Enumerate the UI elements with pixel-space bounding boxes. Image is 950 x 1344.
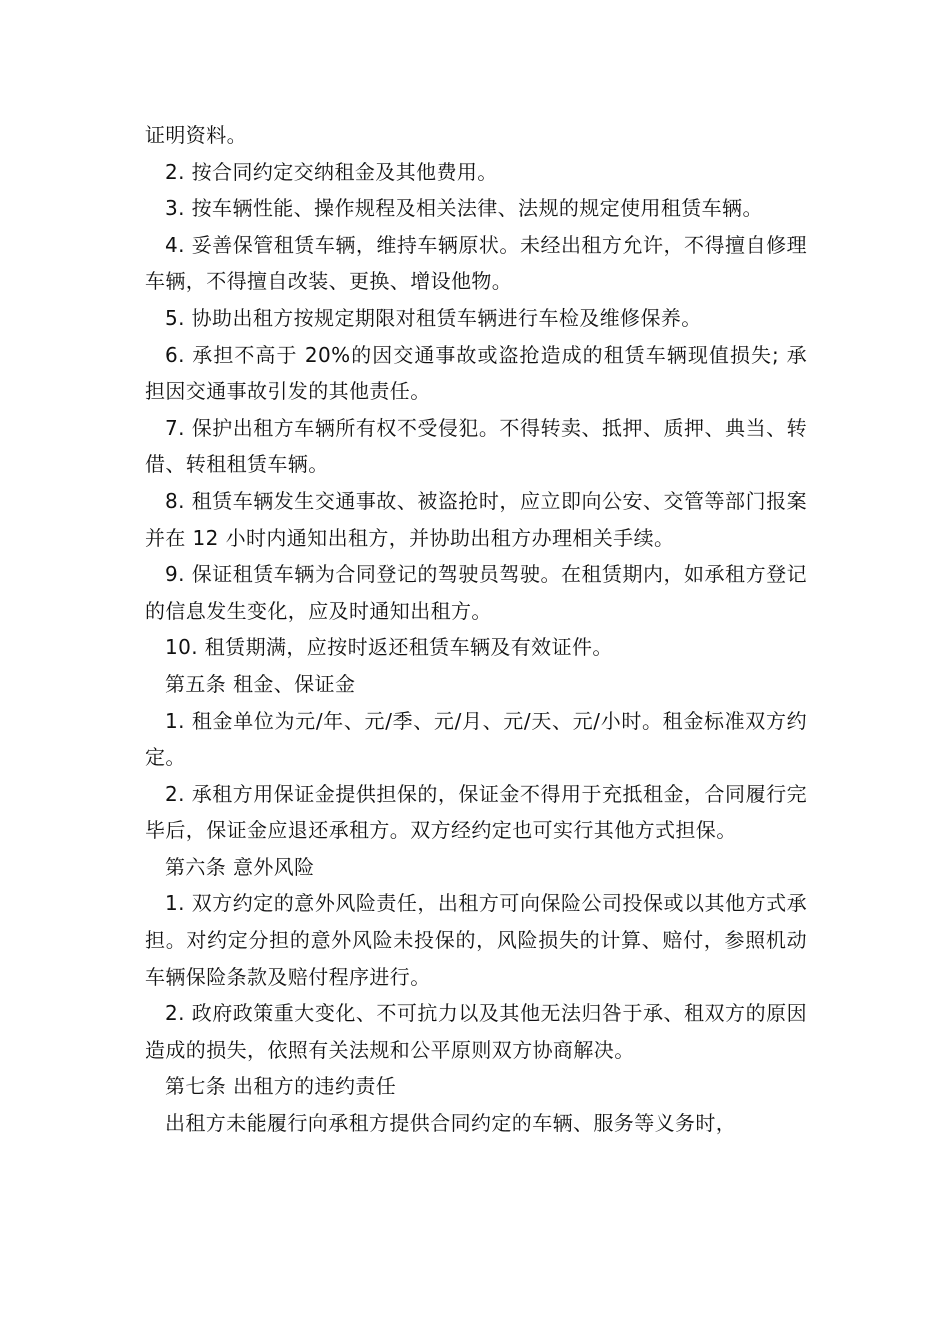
section-heading-article-7: 第七条 出租方的违约责任 bbox=[165, 1074, 397, 1099]
paragraph-11: 1. 租金单位为元/年、元/季、元/月、元/天、元/小时。租金标准双方约定。 bbox=[145, 708, 807, 770]
section-heading-article-5: 第五条 租金、保证金 bbox=[165, 671, 356, 696]
paragraph-13: 1. 双方约定的意外风险责任，出租方可向保险公司投保或以其他方式承担。对约定分担的意外风险未投保的，风险损失的计算、赔付，参照机动车辆保险条款及赔付程序进行。 bbox=[145, 891, 807, 989]
paragraph-8: 8. 租赁车辆发生交通事故、被盗抢时，应立即向公安、交管等部门报案并在 12 小时内通知出租方，并协助出租方办理相关手续。 bbox=[145, 488, 807, 550]
paragraph-6: 6. 承担不高于 20%的因交通事故或盗抢造成的租赁车辆现值损失; 承担因交通事故引发的其他责任。 bbox=[145, 342, 807, 404]
paragraph-1: 证明资料。 bbox=[145, 123, 247, 147]
paragraph-2: 2. 按合同约定交纳租金及其他费用。 bbox=[165, 159, 498, 184]
document-body bbox=[145, 117, 807, 1142]
section-heading-article-6: 第六条 意外风险 bbox=[165, 854, 315, 879]
paragraph-4: 4. 妥善保管租赁车辆，维持车辆原状。未经出租方允许，不得擅自修理车辆，不得擅自改装、更换、增设他物。 bbox=[145, 232, 807, 294]
paragraph-5: 5. 协助出租方按规定期限对租赁车辆进行车检及维修保养。 bbox=[165, 305, 702, 330]
paragraph-3: 3. 按车辆性能、操作规程及相关法律、法规的规定使用租赁车辆。 bbox=[165, 196, 763, 221]
paragraph-12: 2. 承租方用保证金提供担保的，保证金不得用于充抵租金，合同履行完毕后，保证金应退还承租方。双方经约定也可实行其他方式担保。 bbox=[145, 781, 807, 843]
paragraph-15: 出租方未能履行向承租方提供合同约定的车辆、服务等义务时， bbox=[165, 1111, 737, 1136]
paragraph-9: 9. 保证租赁车辆为合同登记的驾驶员驾驶。在租赁期内，如承租方登记的信息发生变化，应及时通知出租方。 bbox=[145, 562, 807, 623]
paragraph-14: 2. 政府政策重大变化、不可抗力以及其他无法归咎于承、租双方的原因造成的损失，依照有关法规和公平原则双方协商解决。 bbox=[145, 1001, 807, 1062]
paragraph-10: 10. 租赁期满，应按时返还租赁车辆及有效证件。 bbox=[165, 635, 613, 660]
paragraph-7: 7. 保护出租方车辆所有权不受侵犯。不得转卖、抵押、质押、典当、转借、转租租赁车辆。 bbox=[145, 415, 807, 477]
